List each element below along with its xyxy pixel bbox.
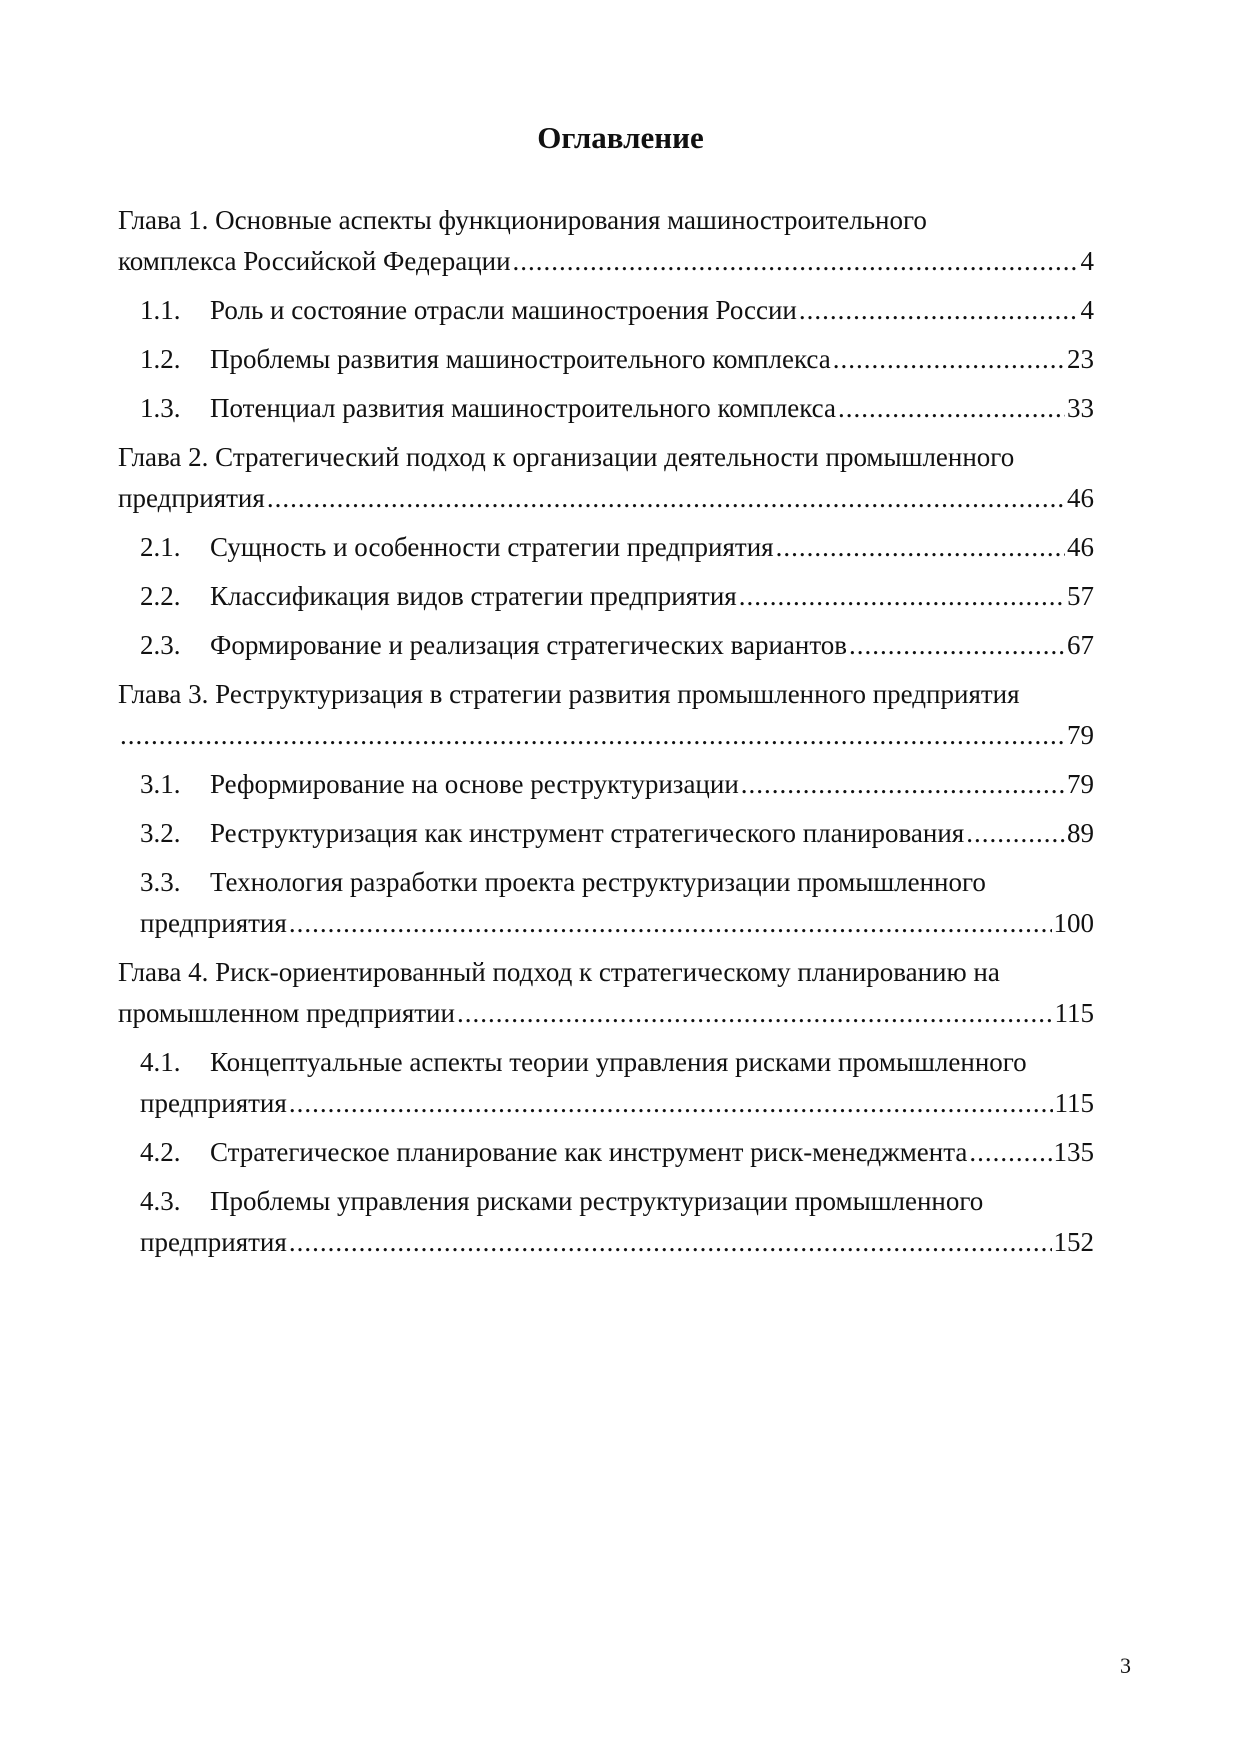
toc-chapter-2-page: 46	[1067, 483, 1094, 513]
section-page: 4	[1080, 295, 1094, 325]
toc-section-4-3[interactable]	[118, 1181, 1094, 1263]
section-page: 115	[1054, 1088, 1094, 1118]
section-number: 2.2.	[140, 581, 181, 611]
section-number: 2.3.	[140, 630, 181, 660]
dot-leader	[289, 903, 1052, 944]
section-number: 1.2.	[140, 344, 181, 374]
toc-chapter-4-title-cont: промышленном предприятии	[118, 998, 455, 1028]
section-title: Формирование и реализация стратегических вариантов	[210, 630, 848, 660]
dot-leader	[741, 764, 1065, 805]
section-title: Технология разработки проекта реструктуризации промышленного	[210, 867, 986, 897]
toc-section-3-3[interactable]	[118, 862, 1094, 944]
section-title: Стратегическое планирование как инструмент риск-менеджмента	[210, 1137, 968, 1167]
toc-chapter-3-page: 79	[1067, 720, 1094, 750]
toc-section-2-1[interactable]	[118, 527, 1094, 568]
section-number: 4.3.	[140, 1186, 181, 1216]
dot-leader	[799, 290, 1079, 331]
dot-leader	[969, 1132, 1051, 1173]
dot-leader	[838, 388, 1065, 429]
dot-leader	[457, 993, 1053, 1034]
section-page: 135	[1053, 1137, 1094, 1167]
section-page: 67	[1067, 630, 1094, 660]
toc-chapter-3[interactable]	[118, 674, 1094, 756]
toc-section-1-3[interactable]	[118, 388, 1094, 429]
dot-leader	[289, 1222, 1052, 1263]
section-title-cont: предприятия	[140, 1088, 287, 1118]
section-page: 46	[1067, 532, 1094, 562]
section-title-cont: предприятия	[140, 908, 287, 938]
toc-chapter-2-title-cont: предприятия	[118, 483, 265, 513]
toc-section-2-3[interactable]	[118, 625, 1094, 666]
dot-leader	[513, 241, 1079, 282]
toc-chapter-4-page: 115	[1054, 998, 1094, 1028]
section-title: Проблемы управления рисками реструктуризации промышленного	[210, 1186, 984, 1216]
toc-chapter-1-title-cont: комплекса Российской Федерации	[118, 246, 511, 276]
section-title: Реформирование на основе реструктуризации	[210, 769, 739, 799]
dot-leader	[833, 339, 1065, 380]
section-page: 100	[1053, 908, 1094, 938]
section-title: Роль и состояние отрасли машиностроения России	[210, 295, 797, 325]
section-page: 57	[1067, 581, 1094, 611]
toc-chapter-4[interactable]	[118, 952, 1094, 1034]
section-number: 4.2.	[140, 1137, 181, 1167]
section-title: Проблемы развития машиностроительного комплекса	[210, 344, 831, 374]
section-title: Концептуальные аспекты теории управления рисками промышленного	[210, 1047, 1027, 1077]
section-number: 3.1.	[140, 769, 181, 799]
toc-chapter-2[interactable]	[118, 437, 1094, 519]
section-number: 3.2.	[140, 818, 181, 848]
section-title: Классификация видов стратегии предприятия	[210, 581, 737, 611]
section-number: 3.3.	[140, 867, 181, 897]
toc-section-1-1[interactable]	[118, 290, 1094, 331]
section-title: Реструктуризация как инструмент стратегического планирования	[210, 818, 965, 848]
section-number: 4.1.	[140, 1047, 181, 1077]
section-number: 2.1.	[140, 532, 181, 562]
dot-leader	[289, 1083, 1053, 1124]
toc-chapter-1-title: Глава 1. Основные аспекты функционирования машиностроительного	[118, 205, 927, 235]
section-page: 33	[1067, 393, 1094, 423]
toc-section-4-1[interactable]	[118, 1042, 1094, 1124]
table-of-contents	[118, 200, 1094, 1271]
section-page: 89	[1067, 818, 1094, 848]
section-page: 23	[1067, 344, 1094, 374]
page-title: Оглавление	[537, 120, 704, 155]
section-number: 1.1.	[140, 295, 181, 325]
toc-section-3-1[interactable]	[118, 764, 1094, 805]
toc-chapter-4-title: Глава 4. Риск-ориентированный подход к стратегическому планированию на	[118, 957, 1000, 987]
dot-leader	[267, 478, 1065, 519]
toc-chapter-1[interactable]	[118, 200, 1094, 282]
toc-chapter-3-title: Глава 3. Реструктуризация в стратегии развития промышленного предприятия	[118, 679, 1020, 709]
toc-section-4-2[interactable]	[118, 1132, 1094, 1173]
section-title: Сущность и особенности стратегии предприятия	[210, 532, 774, 562]
dot-leader	[120, 715, 1065, 756]
section-title: Потенциал развития машиностроительного комплекса	[210, 393, 836, 423]
dot-leader	[776, 527, 1065, 568]
section-page: 79	[1067, 769, 1094, 799]
toc-section-1-2[interactable]	[118, 339, 1094, 380]
dot-leader	[849, 625, 1065, 666]
dot-leader	[739, 576, 1065, 617]
toc-section-3-2[interactable]	[118, 813, 1094, 854]
section-page: 152	[1053, 1227, 1094, 1257]
dot-leader	[966, 813, 1065, 854]
toc-chapter-2-title: Глава 2. Стратегический подход к организации деятельности промышленного	[118, 442, 1015, 472]
section-title-cont: предприятия	[140, 1227, 287, 1257]
section-number: 1.3.	[140, 393, 181, 423]
toc-section-2-2[interactable]	[118, 576, 1094, 617]
page-number: 3	[1120, 1653, 1131, 1678]
toc-chapter-1-page: 4	[1080, 246, 1094, 276]
